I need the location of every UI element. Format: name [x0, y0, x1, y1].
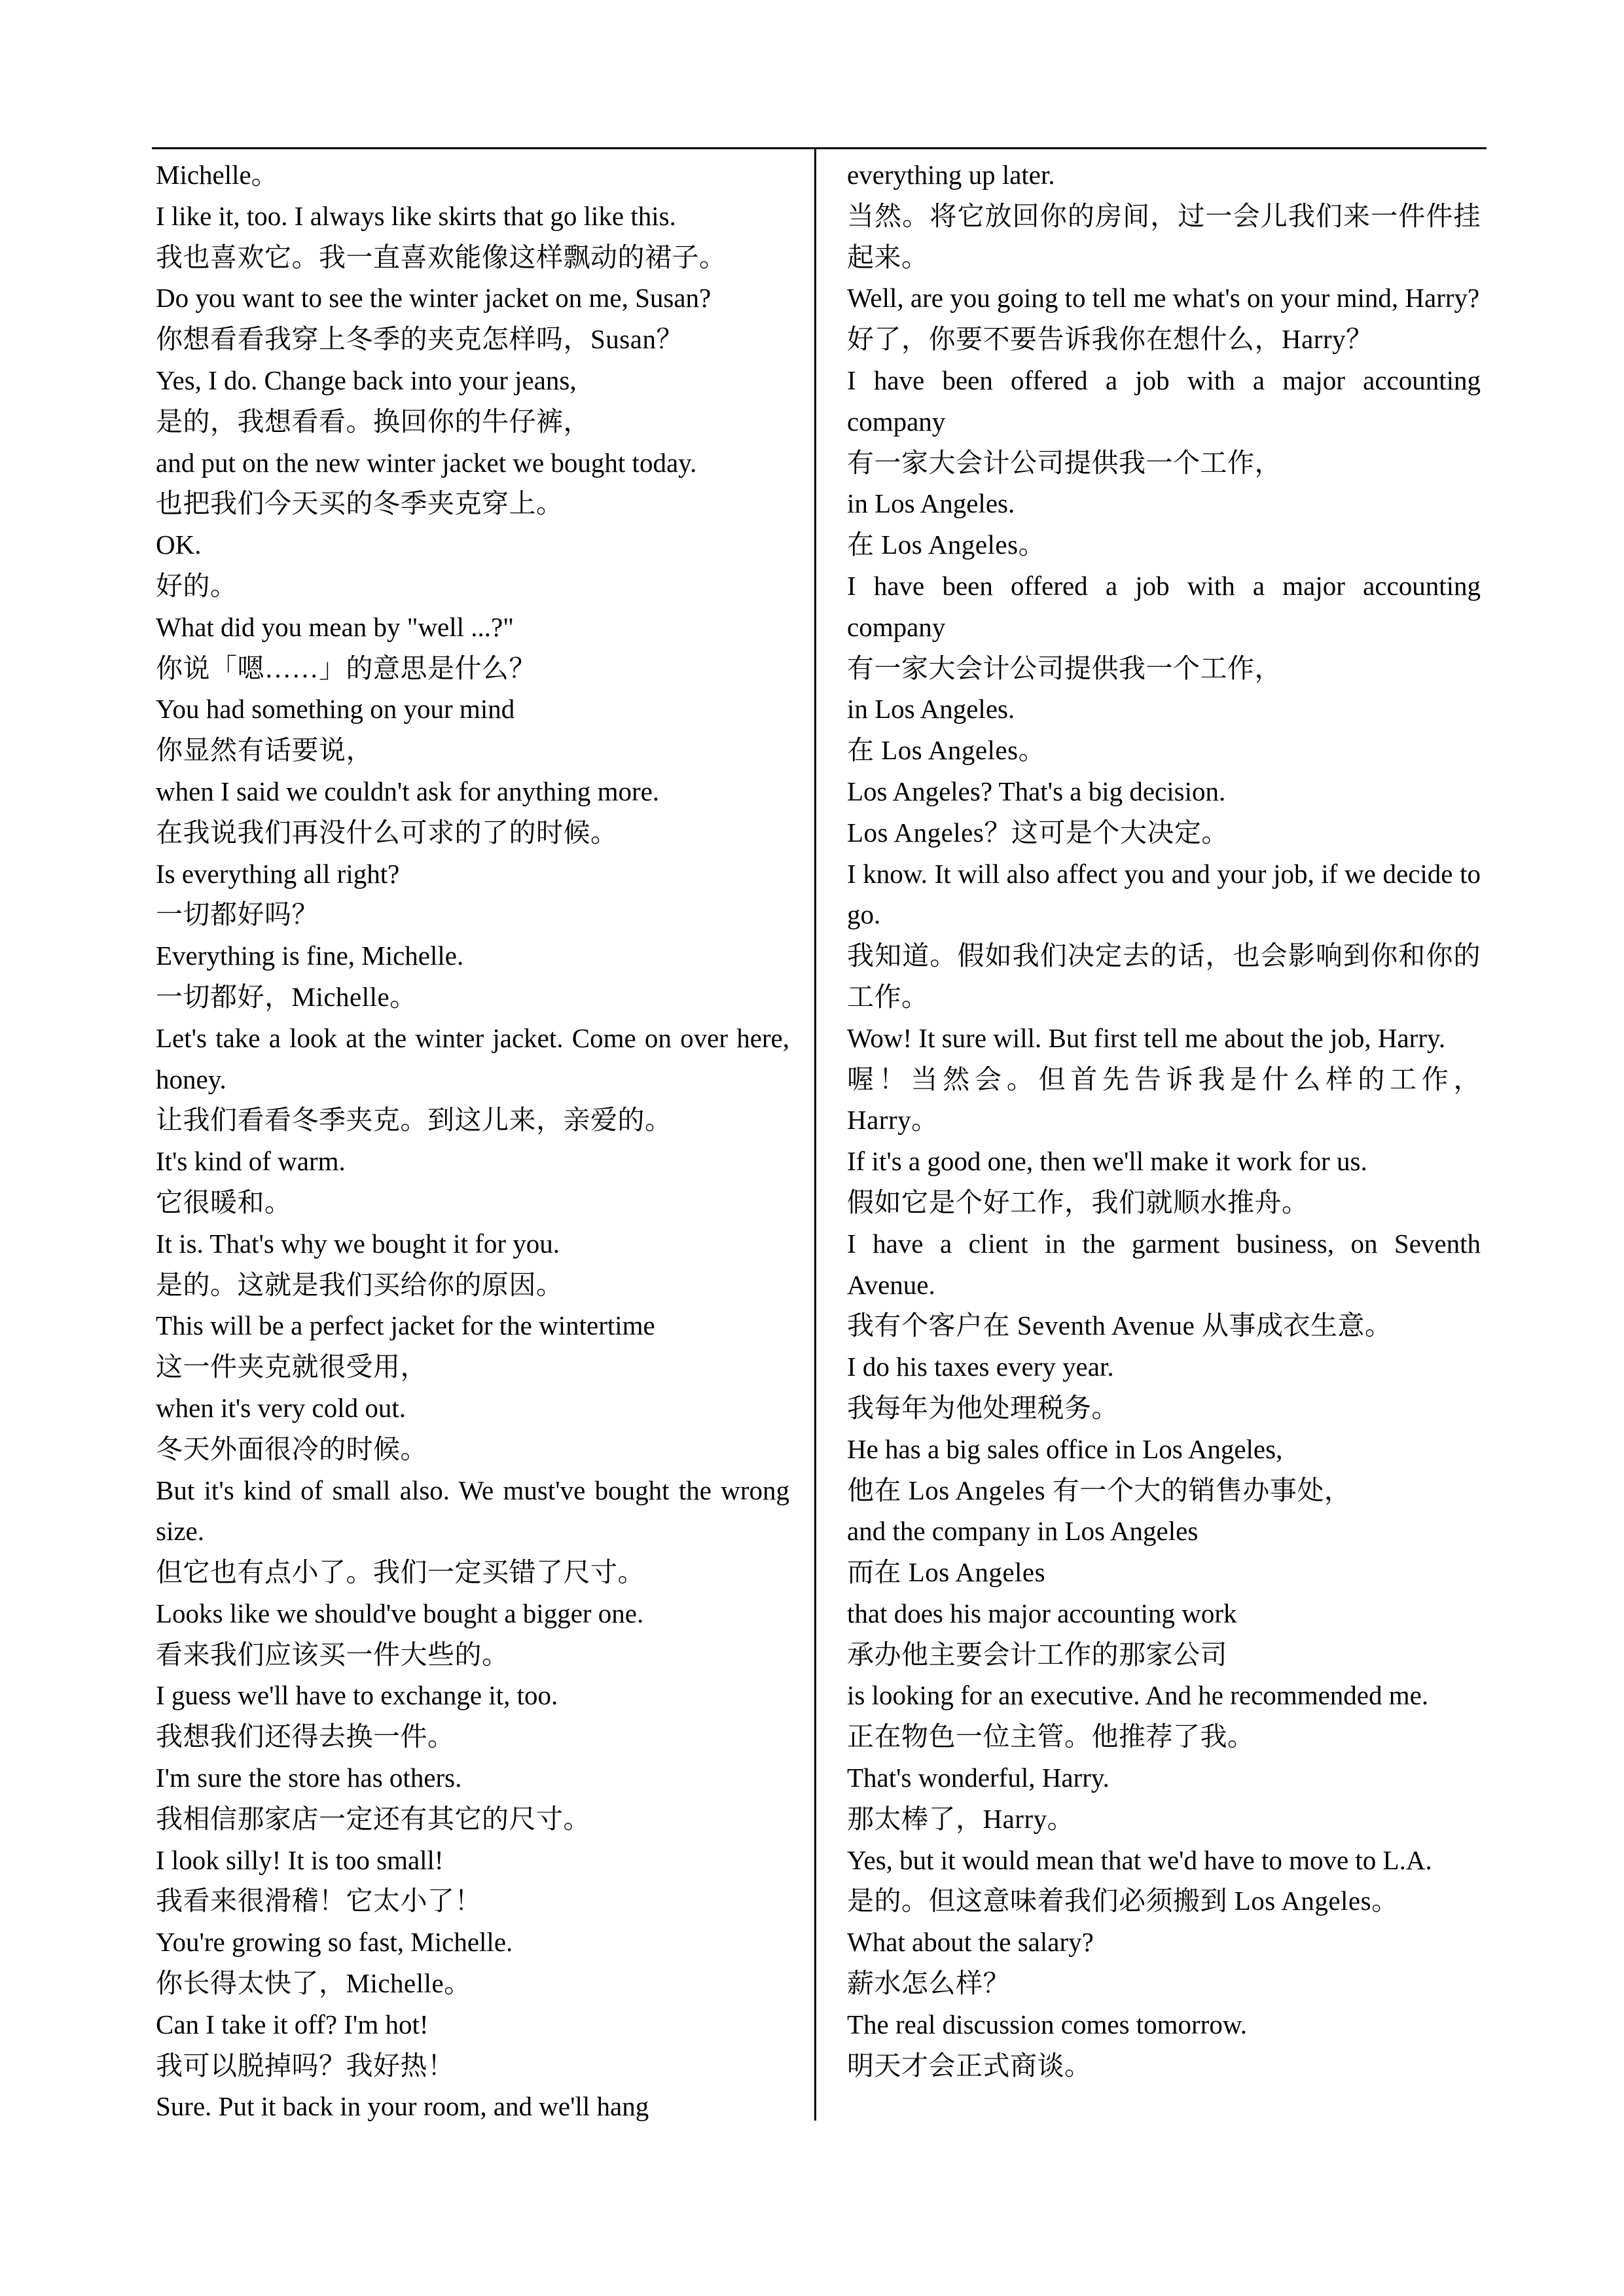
dialogue-line: 我有个客户在 Seventh Avenue 从事成衣生意。	[847, 1310, 1392, 1341]
dialogue-line: 那太棒了，Harry。	[847, 1803, 1075, 1834]
dialogue-line: Michelle。	[156, 160, 278, 190]
dialogue-line: I like it, too. I always like skirts that go like this.	[156, 200, 676, 231]
dialogue-line: 他在 Los Angeles 有一个大的销售办事处，	[847, 1475, 1352, 1505]
dialogue-line: Everything is fine, Michelle.	[156, 941, 464, 971]
dialogue-line: Let's take a look at the winter jacket. Come on over here, honey.	[156, 1022, 789, 1094]
dialogue-line: 是的，我想看看。换回你的牛仔裤，	[156, 406, 590, 437]
dialogue-line: That's wonderful, Harry.	[847, 1763, 1110, 1793]
dialogue-line: when it's very cold out.	[156, 1392, 406, 1423]
dialogue-line: I guess we'll have to exchange it, too.	[156, 1680, 558, 1711]
dialogue-line: 我也喜欢它。我一直喜欢能像这样飘动的裙子。	[156, 242, 727, 272]
dialogue-line: 我相信那家店一定还有其它的尺寸。	[156, 1803, 590, 1834]
dialogue-line: in Los Angeles.	[847, 488, 1015, 519]
dialogue-line: 好了，你要不要告诉我你在想什么，Harry？	[847, 324, 1373, 355]
dialogue-line: in Los Angeles.	[847, 694, 1015, 725]
dialogue-line: 我看来很滑稽！它太小了！	[156, 1886, 482, 1916]
dialogue-line: Is everything all right?	[156, 858, 400, 889]
column-divider	[814, 147, 816, 2121]
dialogue-line: 是的。但这意味着我们必须搬到 Los Angeles。	[847, 1886, 1399, 1916]
dialogue-line: Looks like we should've bought a bigger one.	[156, 1598, 644, 1628]
dialogue-line: 我知道。假如我们决定去的话，也会影响到你和你的工作。	[847, 941, 1481, 1012]
dialogue-line: 而在 Los Angeles	[847, 1557, 1046, 1588]
dialogue-line: 在 Los Angeles。	[847, 529, 1046, 560]
dialogue-line: Los Angeles？这可是个大决定。	[847, 817, 1229, 848]
dialogue-line: Yes, I do. Change back into your jeans,	[156, 365, 577, 395]
dialogue-line: is looking for an executive. And he recommended me.	[847, 1680, 1429, 1711]
dialogue-line: I have been offered a job with a major accounting company	[847, 365, 1481, 437]
dialogue-line: I have a client in the garment business, on Seventh Avenue.	[847, 1228, 1481, 1300]
dialogue-line: I do his taxes every year.	[847, 1352, 1114, 1382]
dialogue-line: It's kind of warm.	[156, 1146, 346, 1177]
dialogue-line: 你说「嗯……」的意思是什么？	[156, 653, 536, 683]
dialogue-line: 我每年为他处理税务。	[847, 1392, 1119, 1423]
dialogue-line: 承办他主要会计工作的那家公司	[847, 1639, 1227, 1670]
left-column	[156, 154, 789, 2127]
dialogue-line: 你想看看我穿上冬季的夹克怎样吗，Susan？	[156, 324, 683, 355]
dialogue-line: 明天才会正式商谈。	[847, 2050, 1092, 2081]
dialogue-line: 我想我们还得去换一件。	[156, 1721, 455, 1752]
dialogue-line: 你长得太快了，Michelle。	[156, 1968, 471, 1999]
dialogue-line: 假如它是个好工作，我们就顺水推舟。	[847, 1187, 1309, 1217]
dialogue-line: I look silly! It is too small!	[156, 1844, 444, 1875]
dialogue-line: 但它也有点小了。我们一定买错了尺寸。	[156, 1557, 645, 1588]
dialogue-line: when I said we couldn't ask for anything more.	[156, 776, 660, 806]
top-rule	[152, 147, 1487, 149]
dialogue-line: 冬天外面很冷的时候。	[156, 1433, 427, 1464]
dialogue-line: 在我说我们再没什么可求的了的时候。	[156, 817, 618, 848]
dialogue-line: 是的。这就是我们买给你的原因。	[156, 1269, 564, 1300]
dialogue-line: Well, are you going to tell me what's on your mind, Harry?	[847, 283, 1480, 314]
dialogue-line: 看来我们应该买一件大些的。	[156, 1639, 509, 1670]
dialogue-line: 好的。	[156, 570, 238, 601]
dialogue-line: But it's kind of small also. We must've bought the wrong size.	[156, 1475, 789, 1547]
dialogue-line: OK.	[156, 529, 202, 560]
dialogue-line: 我可以脱掉吗？我好热！	[156, 2050, 455, 2081]
dialogue-line: everything up later.	[847, 160, 1055, 190]
dialogue-line: 让我们看看冬季夹克。到这儿来，亲爱的。	[156, 1105, 672, 1136]
dialogue-line: 它很暖和。	[156, 1187, 292, 1217]
dialogue-line: 有一家大会计公司提供我一个工作，	[847, 653, 1282, 683]
dialogue-line: Do you want to see the winter jacket on me, Susan?	[156, 283, 712, 314]
dialogue-line: Sure. Put it back in your room, and we'll hang	[156, 2091, 649, 2122]
dialogue-line: Wow! It sure will. But first tell me about the job, Harry.	[847, 1022, 1446, 1053]
dialogue-line: 一切都好吗？	[156, 899, 319, 930]
dialogue-line: You had something on your mind	[156, 694, 515, 725]
dialogue-line: that does his major accounting work	[847, 1598, 1237, 1628]
dialogue-line: 一切都好，Michelle。	[156, 981, 417, 1012]
dialogue-line: and put on the new winter jacket we bought today.	[156, 447, 697, 478]
dialogue-line: 也把我们今天买的冬季夹克穿上。	[156, 488, 564, 519]
dialogue-line: What did you mean by "well ...?"	[156, 611, 514, 642]
dialogue-line: What about the salary?	[847, 1927, 1094, 1958]
dialogue-line: The real discussion comes tomorrow.	[847, 2009, 1248, 2039]
dialogue-line: This will be a perfect jacket for the wintertime	[156, 1310, 655, 1341]
dialogue-line: 喔！当然会。但首先告诉我是什么样的工作，Harry。	[847, 1064, 1481, 1136]
dialogue-line: I have been offered a job with a major accounting company	[847, 570, 1481, 642]
dialogue-line: He has a big sales office in Los Angeles,	[847, 1433, 1283, 1464]
dialogue-line: 正在物色一位主管。他推荐了我。	[847, 1721, 1255, 1752]
dialogue-line: 当然。将它放回你的房间，过一会儿我们来一件件挂起来。	[847, 200, 1481, 272]
right-column	[847, 154, 1481, 2086]
dialogue-line: 在 Los Angeles。	[847, 735, 1046, 766]
dialogue-line: Yes, but it would mean that we'd have to move to L.A.	[847, 1844, 1432, 1875]
dialogue-line: If it's a good one, then we'll make it work for us.	[847, 1146, 1367, 1177]
dialogue-line: 这一件夹克就很受用，	[156, 1352, 427, 1382]
dialogue-line: You're growing so fast, Michelle.	[156, 1927, 513, 1958]
dialogue-line: I'm sure the store has others.	[156, 1763, 462, 1793]
dialogue-line: Can I take it off? I'm hot!	[156, 2009, 429, 2039]
dialogue-line: and the company in Los Angeles	[847, 1516, 1199, 1547]
dialogue-line: 薪水怎么样？	[847, 1968, 1010, 1999]
dialogue-line: It is. That's why we bought it for you.	[156, 1228, 560, 1259]
dialogue-line: 有一家大会计公司提供我一个工作，	[847, 447, 1282, 478]
dialogue-line: Los Angeles? That's a big decision.	[847, 776, 1226, 806]
dialogue-line: 你显然有话要说，	[156, 735, 373, 766]
dialogue-line: I know. It will also affect you and your job, if we decide to go.	[847, 858, 1481, 930]
